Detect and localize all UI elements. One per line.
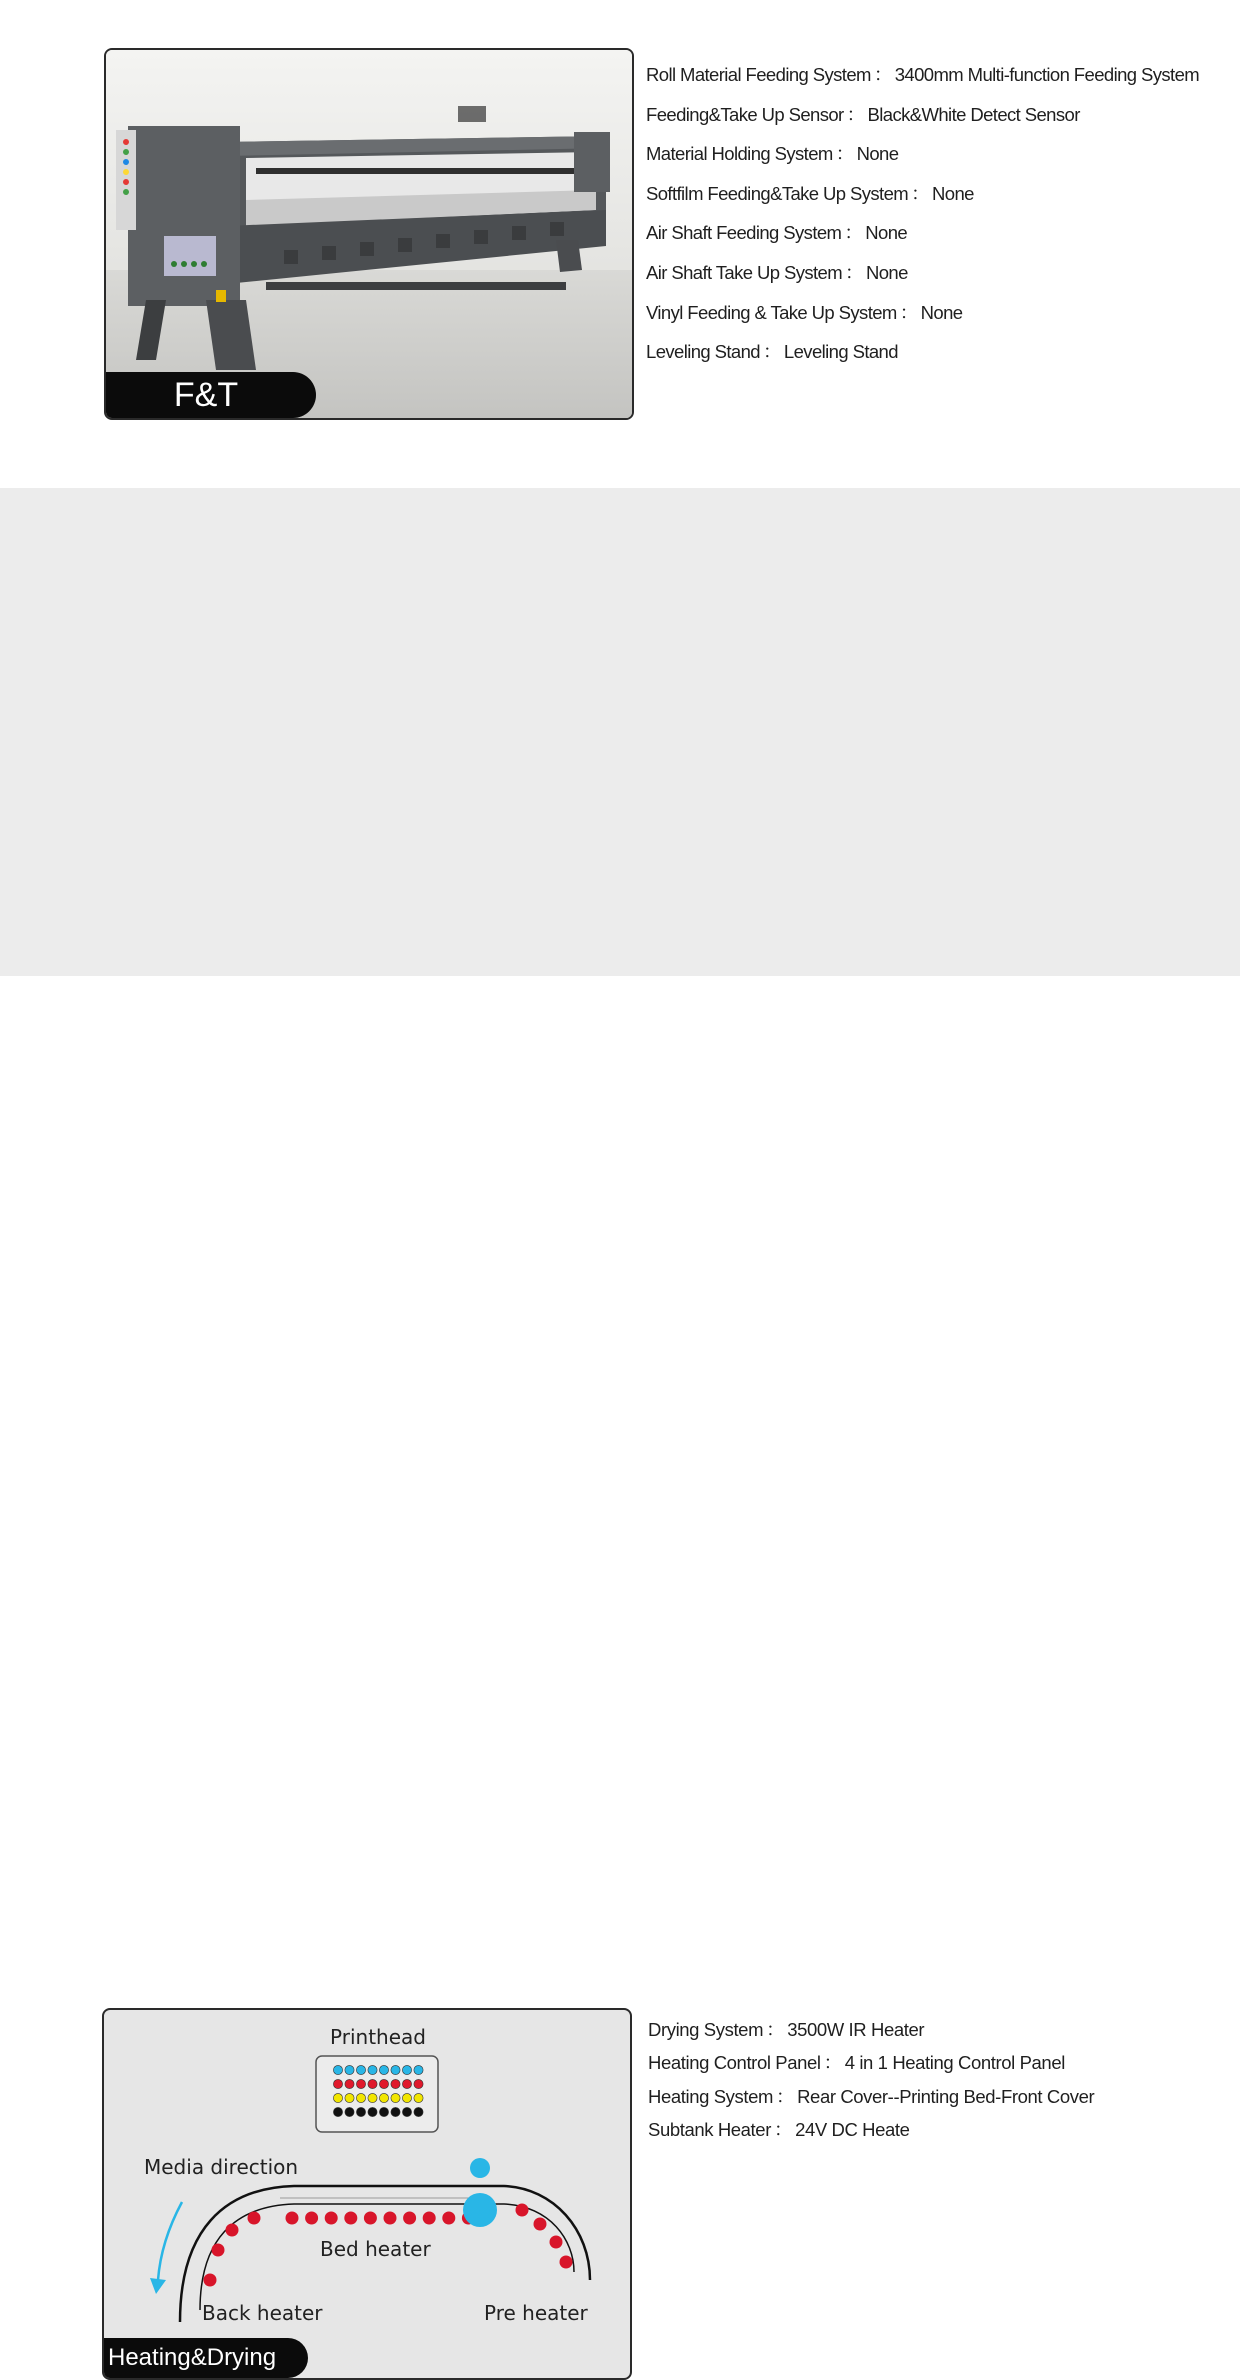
- heater-dot: [248, 2212, 261, 2225]
- pre-heater-label: Pre heater: [484, 2301, 588, 2325]
- heater-dot: [516, 2204, 529, 2217]
- heater-dot: [212, 2244, 225, 2257]
- heater-dot: [403, 2212, 416, 2225]
- spec-item: Softfilm Feeding&Take Up System ： None: [646, 182, 974, 204]
- nozzle-dot: [414, 2065, 423, 2074]
- large-format-printer-illustration: [106, 50, 632, 418]
- nozzle-dot: [402, 2093, 411, 2102]
- nozzle-dot: [368, 2093, 377, 2102]
- nozzle-dot: [356, 2093, 365, 2102]
- bed-heater-label: Bed heater: [320, 2237, 431, 2261]
- nozzle-dot: [345, 2093, 354, 2102]
- nozzle-dot: [379, 2065, 388, 2074]
- spec-item: Roll Material Feeding System ： 3400mm Multi-function Feeding System: [646, 64, 1200, 85]
- back-heater-label: Back heater: [202, 2301, 323, 2325]
- spec-item: Vinyl Feeding & Take Up System ： None: [646, 301, 963, 323]
- heater-dot: [344, 2212, 357, 2225]
- heater-dot: [442, 2212, 455, 2225]
- media-direction-label: Media direction: [144, 2155, 299, 2179]
- spec-item: Air Shaft Take Up System ： None: [646, 261, 908, 283]
- nozzle-dot: [333, 2079, 342, 2088]
- nozzle-dot: [379, 2107, 388, 2116]
- spec-item: Feeding&Take Up Sensor ： Black&White Detect Sensor: [646, 103, 1080, 125]
- heater-dot: [364, 2212, 377, 2225]
- nozzle-dot: [345, 2065, 354, 2074]
- heater-dot: [550, 2236, 563, 2249]
- printhead-label: Printhead: [330, 2025, 426, 2049]
- nozzle-dot: [391, 2107, 400, 2116]
- nozzle-dot: [402, 2107, 411, 2116]
- nozzle-dot: [414, 2093, 423, 2102]
- heater-dot: [204, 2274, 217, 2287]
- section-heating-drying: [0, 976, 1240, 2371]
- spec-item: Heating Control Panel ： 4 in 1 Heating Control Panel: [648, 2052, 1065, 2074]
- heating-diagram: [104, 2010, 630, 2378]
- nozzle-dot: [402, 2079, 411, 2088]
- nozzle-dot: [333, 2107, 342, 2116]
- nozzle-dot: [391, 2079, 400, 2088]
- nozzle-dot: [368, 2079, 377, 2088]
- nozzle-dot: [402, 2065, 411, 2074]
- nozzle-dot: [368, 2065, 377, 2074]
- heater-dot: [226, 2224, 239, 2237]
- nozzle-dot: [345, 2079, 354, 2088]
- heating-diagram-panel: [102, 2008, 632, 2380]
- heater-dot: [534, 2218, 547, 2231]
- spec-item: Air Shaft Feeding System ： None: [646, 222, 908, 244]
- nozzle-dot: [414, 2107, 423, 2116]
- spec-list: [646, 62, 1199, 379]
- nozzle-dot: [333, 2065, 342, 2074]
- heater-dot: [325, 2212, 338, 2225]
- heater-dot: [286, 2212, 299, 2225]
- nozzle-dot: [356, 2079, 365, 2088]
- ink-droplet-icon: [470, 2158, 490, 2178]
- section-feeding-takeup: [0, 0, 1240, 488]
- section-tag: F&T: [106, 372, 316, 418]
- nozzle-dot: [333, 2093, 342, 2102]
- spec-item: Material Holding System ： None: [646, 143, 899, 165]
- heater-dot: [560, 2256, 573, 2269]
- spec-item: Leveling Stand ： Leveling Stand: [646, 341, 898, 363]
- nozzle-dot: [356, 2107, 365, 2116]
- ink-droplet-large-icon: [463, 2193, 497, 2227]
- heater-dot: [305, 2212, 318, 2225]
- section-tag: Heating&Drying: [104, 2338, 308, 2378]
- spec-item: Heating System ： Rear Cover--Printing Bed-Front Cover: [648, 2085, 1095, 2107]
- nozzle-dot: [379, 2093, 388, 2102]
- nozzle-dot: [356, 2065, 365, 2074]
- arrowhead-icon: [150, 2278, 166, 2294]
- spec-list: [648, 2017, 1094, 2150]
- nozzle-dot: [368, 2107, 377, 2116]
- section-ink-supply: [0, 488, 1240, 976]
- nozzle-dot: [391, 2093, 400, 2102]
- nozzle-dot: [391, 2065, 400, 2074]
- nozzle-dot: [379, 2079, 388, 2088]
- spec-item: Drying System ： 3500W IR Heater: [648, 2019, 925, 2040]
- heater-dot: [423, 2212, 436, 2225]
- printer-photo: [104, 48, 634, 420]
- nozzle-dot: [345, 2107, 354, 2116]
- spec-item: Subtank Heater ： 24V DC Heate: [648, 2118, 910, 2140]
- heater-dot: [384, 2212, 397, 2225]
- media-direction-arrow-icon: [158, 2202, 182, 2280]
- nozzle-dot: [414, 2079, 423, 2088]
